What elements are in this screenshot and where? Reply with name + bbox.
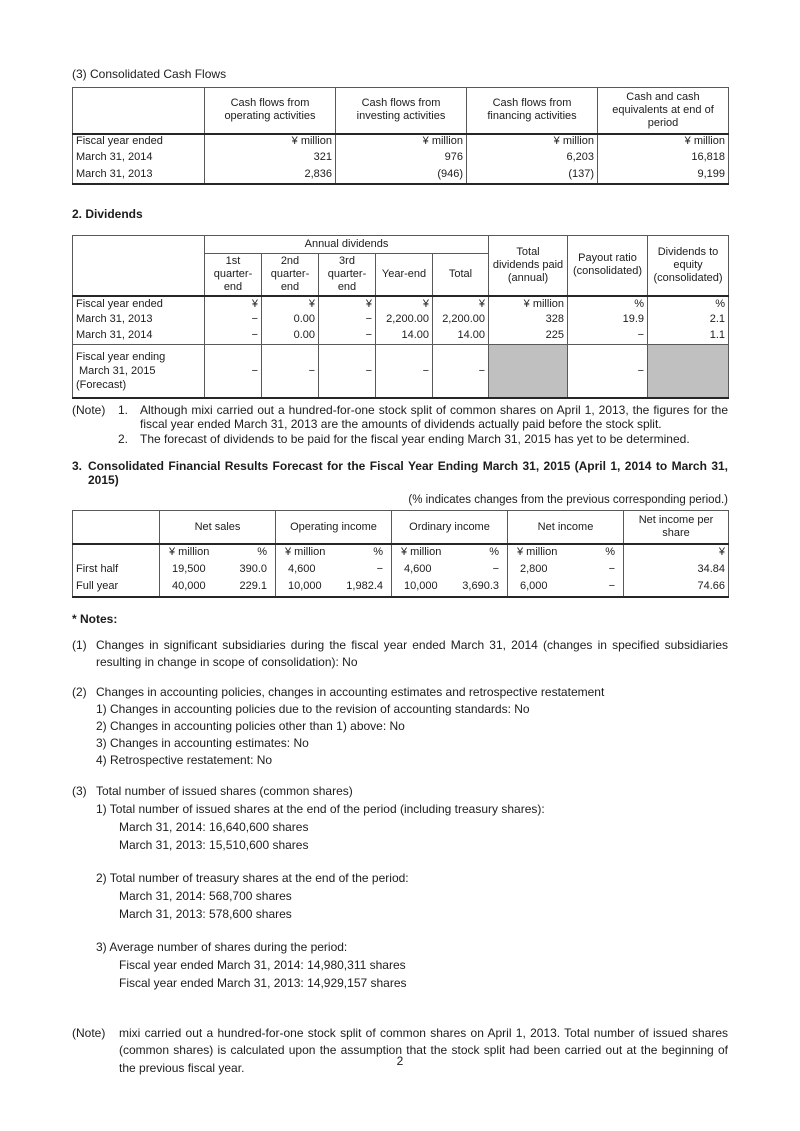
unit-cell: ¥ [433,296,489,312]
dividends-title: 2. Dividends [72,206,143,221]
row-label: Full year [73,579,160,597]
table-row [73,561,729,579]
table-row [73,312,729,328]
note-text: mixi carried out a hundred-for-one stock split of common shares on April 1, 2013. Total number of issued shares (common shares) is calculated upon the assumption that the stock split had been carried out at the beginning of the previous fiscal year. [119,1025,728,1075]
column-header: Ordinary income [392,511,508,544]
share-line: Fiscal year ended March 31, 2013: 14,929,157 shares [119,975,407,990]
forecast-row [73,344,729,398]
column-header: Cash flows from operating activities [205,88,336,134]
note-3 [72,782,728,992]
unit-cell: ¥ [205,296,262,312]
value-cell: 2.1 [648,312,729,328]
column-header: Net sales [160,511,276,544]
forecast-title [72,459,728,487]
value-cell: − [319,312,376,328]
value-cell: 19.9 [568,312,648,328]
value-cell: 0.00 [262,328,319,344]
cash-flows-table [72,87,729,185]
value-cell: 10,000 1,982.4 [276,579,392,597]
page-number: 2 [396,1054,404,1068]
unit-cell: ¥ [319,296,376,312]
value-cell: 14.00 [433,328,489,344]
share-group-heading: 1) Total number of issued shares at the end of the period (including treasury shares): [96,801,545,816]
column-header: Total [433,253,489,296]
value-cell: 0.00 [262,312,319,328]
table-row [73,150,729,167]
units-row [73,296,729,312]
table-row [73,328,729,344]
share-line: March 31, 2013: 15,510,600 shares [119,837,309,852]
value-cell: − [205,328,262,344]
unit-cell: ¥ million [467,134,598,150]
value-cell: 328 [489,312,568,328]
value-cell: (946) [336,167,467,184]
column-header: Year-end [376,253,433,296]
note-number: (1) [72,637,87,652]
column-header: 1st quarter-end [205,253,262,296]
note-tag: (Note) [72,403,106,417]
note-item [72,432,728,446]
group-header: Annual dividends [205,235,489,253]
column-header: Operating income [276,511,392,544]
value-cell: − [433,344,489,398]
value-cell: − [568,344,648,398]
note-text: Changes in accounting policies, changes in accounting estimates and retrospective restatement [96,684,605,699]
table-row [73,167,729,184]
share-group-heading: 2) Total number of treasury shares at the end of the period: [96,870,409,885]
column-header: Cash and cash equivalents at end of period [598,88,729,134]
unit-cell: ¥ million [489,296,568,312]
value-cell: − [205,344,262,398]
table-header-row [73,511,729,544]
column-header: 3rd quarter-end [319,253,376,296]
dividends-table [72,235,729,400]
note-1 [72,637,728,671]
note-item [72,403,728,432]
value-cell: 225 [489,328,568,344]
unit-cell: ¥ million [205,134,336,150]
value-cell: 10,000 3,690.3 [392,579,508,597]
value-cell: 40,000 229.1 [160,579,276,597]
note-tag: (Note) [72,1025,106,1040]
note-2-subitems [72,701,728,769]
note-number: 1. [118,403,129,417]
corner-cell [73,235,205,296]
units-row [73,134,729,150]
dividends-note [72,403,728,446]
value-cell: 74.66 [624,579,729,597]
share-line: March 31, 2013: 578,600 shares [119,906,292,921]
value-cell: 321 [205,150,336,167]
forecast-table [72,510,729,598]
corner-cell [73,511,160,544]
unit-cell: ¥ million % [276,544,392,561]
row-label: Fiscal year ended [73,296,205,312]
value-cell: 6,203 [467,150,598,167]
value-cell: 4,600 − [392,561,508,579]
unit-cell: ¥ [624,544,729,561]
empty-cell [73,544,160,561]
share-group [72,938,728,992]
unit-cell: ¥ million [336,134,467,150]
unit-cell: ¥ million [598,134,729,150]
column-header: Cash flows from financing activities [467,88,598,134]
bottom-note [72,1025,728,1078]
unit-cell: % [568,296,648,312]
value-cell: 2,800 − [508,561,624,579]
row-label: March 31, 2013 [73,312,205,328]
note-subitem: 1) Changes in accounting policies due to the revision of accounting standards: No [96,701,530,716]
value-cell: (137) [467,167,598,184]
unit-cell: ¥ [376,296,433,312]
note-text: Total number of issued shares (common shares) [96,783,353,798]
share-group [72,869,728,923]
empty-gray-cell [648,344,729,398]
row-label: March 31, 2014 [73,150,205,167]
note-text: Although mixi carried out a hundred-for-one stock split of common shares on April 1, 2013, the figures for the fiscal year ended March 31, 2013 are the amounts of dividends actually paid before the stock split. [140,403,728,432]
value-cell: 9,199 [598,167,729,184]
row-label: First half [73,561,160,579]
column-header: Total dividends paid (annual) [489,235,568,296]
unit-cell: ¥ million % [160,544,276,561]
unit-cell: ¥ [262,296,319,312]
note-subitem: 4) Retrospective restatement: No [96,752,273,767]
share-group [72,800,728,854]
note-number: (3) [72,783,87,798]
units-row [73,544,729,561]
note-subitem: 3) Changes in accounting estimates: No [96,735,309,750]
value-cell: − [319,328,376,344]
note-text: Changes in significant subsidiaries during the fiscal year ended March 31, 2014 (changes in specified subsidiaries resulting in change in scope of consolidation): No [96,637,728,669]
cash-flows-title: (3) Consolidated Cash Flows [72,67,227,81]
row-label: March 31, 2013 [73,167,205,184]
value-cell: 976 [336,150,467,167]
row-label: March 31, 2014 [73,328,205,344]
value-cell: − [262,344,319,398]
share-line: March 31, 2014: 16,640,600 shares [119,819,309,834]
note-subitem: 2) Changes in accounting policies other than 1) above: No [96,718,405,733]
unit-cell: % [648,296,729,312]
value-cell: 16,818 [598,150,729,167]
section-title-text: Consolidated Financial Results Forecast for the Fiscal Year Ending March 31, 2015 (April 1, 2014 to March 31, 2015) [88,458,728,487]
row-label-line: (Forecast) [76,378,127,391]
column-header: Net income [508,511,624,544]
column-header: 2nd quarter-end [262,253,319,296]
value-cell: 19,500 390.0 [160,561,276,579]
note-text: The forecast of dividends to be paid for the fiscal year ending March 31, 2015 has yet to be determined. [140,431,690,446]
table-header-row [73,88,729,134]
share-line: March 31, 2014: 568,700 shares [119,888,292,903]
value-cell: 34.84 [624,561,729,579]
value-cell: 14.00 [376,328,433,344]
value-cell: 2,836 [205,167,336,184]
share-line: Fiscal year ended March 31, 2014: 14,980,311 shares [119,957,406,972]
row-label [73,344,205,398]
value-cell: − [568,328,648,344]
value-cell: 6,000 − [508,579,624,597]
table-row [73,579,729,597]
column-header: Cash flows from investing activities [336,88,467,134]
table-header-row [73,235,729,253]
unit-cell: ¥ million % [392,544,508,561]
row-label-line: Fiscal year ending [76,350,166,363]
value-cell: 4,600 − [276,561,392,579]
corner-cell [73,88,205,134]
note-2 [72,684,728,769]
value-cell: 2,200.00 [376,312,433,328]
note-number: (2) [72,684,87,699]
empty-gray-cell [489,344,568,398]
column-header: Dividends to equity (consolidated) [648,235,729,296]
forecast-subtitle: (% indicates changes from the previous corresponding period.) [408,493,728,506]
unit-cell: ¥ million % [508,544,624,561]
section-number: 3. [72,458,83,473]
column-header: Payout ratio (consolidated) [568,235,648,296]
value-cell: 2,200.00 [433,312,489,328]
column-header: Net income per share [624,511,729,544]
row-label-line: March 31, 2015 [79,364,156,377]
row-label: Fiscal year ended [73,134,205,150]
share-group-heading: 3) Average number of shares during the period: [96,939,348,954]
value-cell: 1.1 [648,328,729,344]
value-cell: − [319,344,376,398]
value-cell: − [376,344,433,398]
value-cell: − [205,312,262,328]
note-number: 2. [118,431,129,446]
notes-title: * Notes: [72,611,118,626]
